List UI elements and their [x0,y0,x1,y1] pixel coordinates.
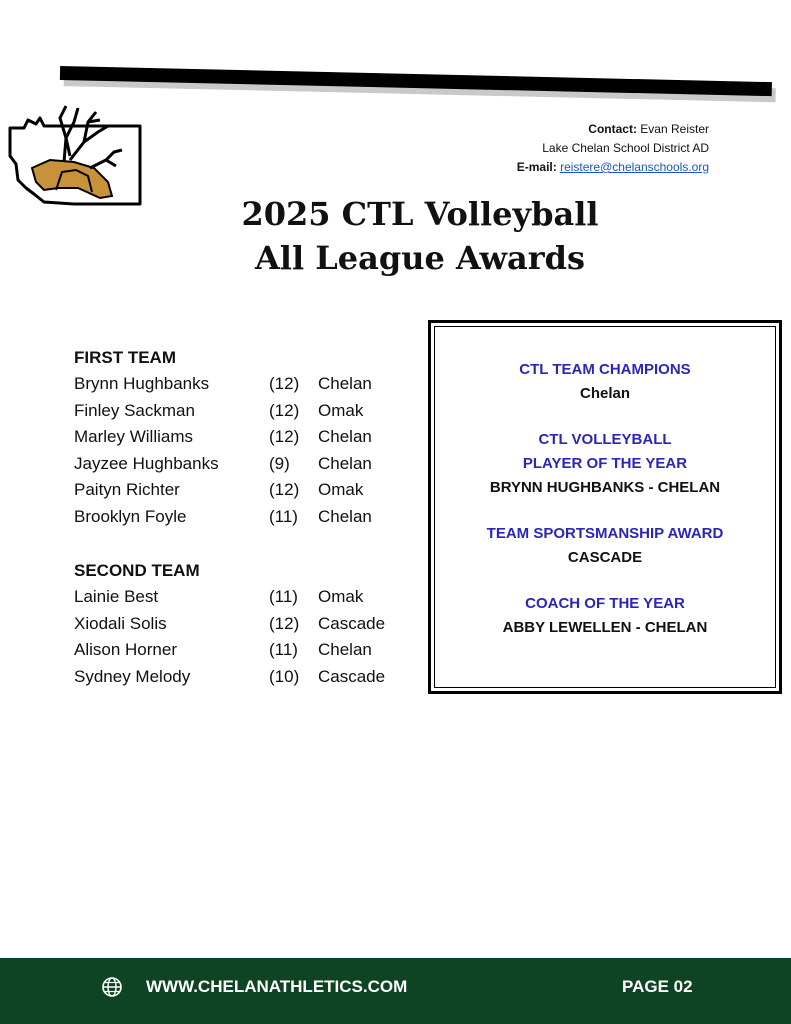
list-item [74,504,372,531]
coach-winner: ABBY LEWELLEN - CHELAN [502,619,708,636]
contact-block [517,120,709,177]
list-item [74,451,372,478]
list-item [74,398,364,425]
player-school: Cascade [318,666,386,686]
first-team-heading: FIRST TEAM [74,348,176,367]
header-rule [60,66,772,96]
player-grade: (11) [269,506,298,526]
player-school: Omak [318,587,364,606]
second-team-heading: SECOND TEAM [74,561,200,580]
page-number: PAGE 02 [622,977,693,996]
player-school: Chelan [318,374,372,393]
player-name: Lainie Best [74,587,159,606]
player-grade: (11) [269,587,298,606]
player-grade: (12) [269,374,300,393]
player-school: Chelan [318,427,372,446]
player-grade: (12) [269,400,300,420]
player-grade: (10) [269,666,300,686]
champions-winner: Chelan [579,385,630,402]
list-item [74,477,364,504]
first-team-section [74,344,372,530]
poy-winner: BRYNN HUGHBANKS - CHELAN [489,479,721,496]
player-name: Paityn Richter [74,480,180,499]
player-school: Cascade [318,613,386,633]
awards-box-inner [434,326,776,688]
player-grade: (11) [269,640,298,659]
list-item [74,371,372,398]
player-name: Xiodali Solis [74,613,167,633]
player-name: Jayzee Hughbanks [74,453,219,473]
player-grade: (12) [269,613,300,633]
list-item [74,584,364,611]
player-school: Chelan [318,506,372,526]
email-label: E-mail: [516,160,557,174]
player-name: Sydney Melody [74,666,191,686]
contact-line [517,120,709,139]
email-link[interactable]: reistere@chelanschools.org [560,160,709,174]
player-name: Brynn Hughbanks [74,374,210,393]
player-name: Brooklyn Foyle [74,506,187,526]
poy-title-line-1: CTL VOLLEYBALL [538,431,672,448]
player-school: Chelan [318,453,372,473]
title-line-1: 2025 CTL Volleyball [241,195,599,233]
list-item [74,637,372,664]
contact-label: Contact: [588,122,637,136]
page-title [0,192,791,280]
champions-title: CTL TEAM CHAMPIONS [519,361,691,378]
sportsmanship-title: TEAM SPORTSMANSHIP AWARD [486,525,724,542]
player-name: Marley Williams [74,427,193,446]
player-school: Omak [318,400,364,420]
player-name: Alison Horner [74,640,177,659]
organization: Lake Chelan School District AD [542,141,709,155]
list-item [74,611,386,638]
coach-title: COACH OF THE YEAR [525,595,685,612]
list-item [74,664,386,691]
list-item [74,424,372,451]
player-grade: (12) [269,480,300,499]
player-name: Finley Sackman [74,400,195,420]
website-link[interactable]: WWW.CHELANATHLETICS.COM [146,977,408,996]
player-grade: (12) [269,427,300,446]
second-team-section [74,557,386,690]
awards-box [428,320,782,694]
player-school: Chelan [318,640,372,659]
footer-bar [0,958,791,1024]
poy-title-line-2: PLAYER OF THE YEAR [522,455,688,472]
globe-icon [101,976,123,998]
player-grade: (9) [269,453,290,473]
email-line [517,158,709,177]
contact-name: Evan Reister [640,122,709,136]
player-school: Omak [318,480,364,499]
sportsmanship-winner: CASCADE [567,549,643,566]
title-line-2: All League Awards [254,239,586,277]
